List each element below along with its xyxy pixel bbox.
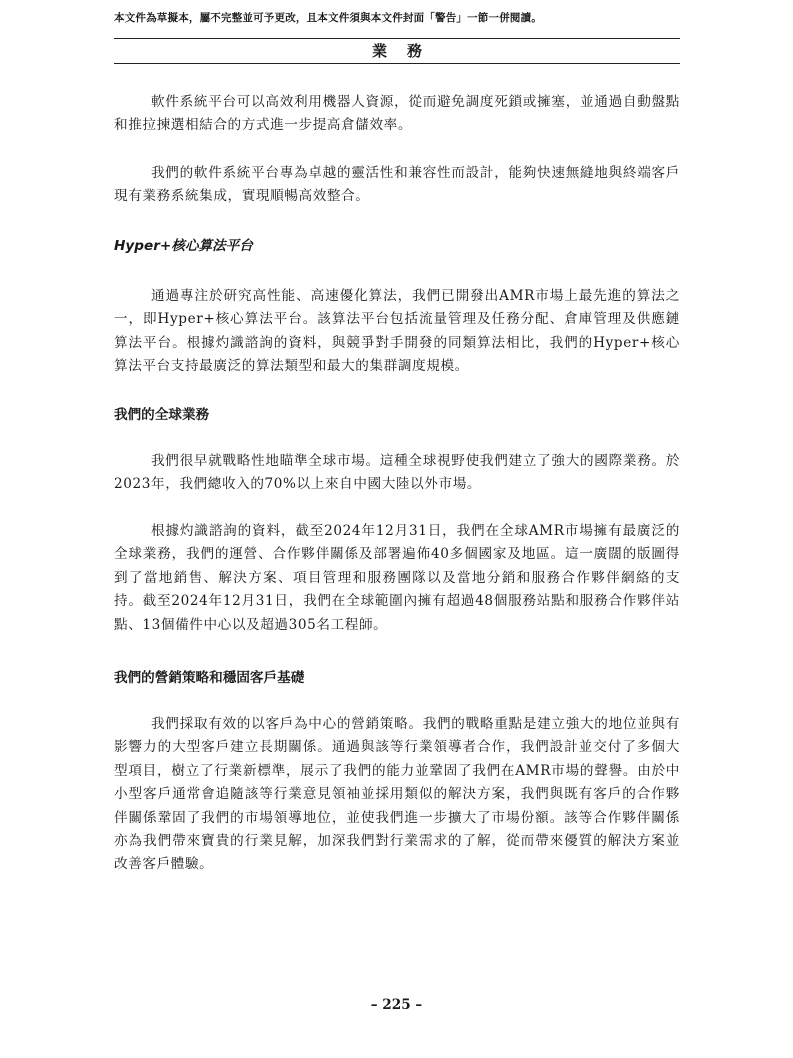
paragraph-global-footprint: 根據灼識諮詢的資料，截至2024年12月31日，我們在全球AMR市場擁有最廣泛的全球業務，我們的運營、合作夥伴關係及部署遍佈40多個國家及地區。這一廣闊的版圖得到了當地銷售、解決方案、項目管理和服務團隊以及當地分銷和服務合作夥伴網絡的支持。截至2024年12月31日，我們在全球範圍內擁有超過48個服務站點和服務合作夥伴站點、13個備件中心以及超過305名工程師。 bbox=[114, 523, 680, 633]
heading-marketing-strategy: 我們的營銷策略和穩固客戶基礎 bbox=[114, 670, 305, 686]
section-title: 業務 bbox=[371, 42, 442, 60]
draft-disclaimer: 本文件為草擬本，屬不完整並可予更改，且本文件須與本文件封面「警告」一節一併閱讀。 bbox=[114, 12, 542, 24]
paragraph-software-efficiency: 軟件系統平台可以高效利用機器人資源，從而避免調度死鎖或擁塞，並通過自動盤點和推拉揀選相結合的方式進一步提高倉儲效率。 bbox=[114, 94, 680, 134]
paragraph-hyper-algorithm: 通過專注於研究高性能、高速優化算法，我們已開發出AMR市場上最先進的算法之一，即Hyper+核心算法平台。該算法平台包括流量管理及任務分配、倉庫管理及供應鏈算法平台。根據灼識諮詢的資料，與競爭對手開發的同類算法相比，我們的Hyper+核心算法平台支持最廣泛的算法類型和最大的集群調度規模。 bbox=[114, 288, 680, 375]
header-rule-bottom bbox=[114, 63, 680, 64]
paragraph-global-vision: 我們很早就戰略性地瞄準全球市場。這種全球視野使我們建立了強大的國際業務。於2023年，我們總收入的70%以上來自中國大陸以外市場。 bbox=[114, 453, 680, 493]
heading-global-business: 我們的全球業務 bbox=[114, 407, 210, 423]
page-number: – 225 – bbox=[370, 997, 423, 1013]
paragraph-software-compatibility: 我們的軟件系統平台專為卓越的靈活性和兼容性而設計，能夠快速無縫地與終端客戶現有業務系統集成，實現順暢高效整合。 bbox=[114, 165, 680, 205]
heading-hyper-algorithm: Hyper+核心算法平台 bbox=[114, 238, 253, 254]
header-rule-top bbox=[114, 38, 680, 39]
paragraph-marketing-strategy: 我們採取有效的以客戶為中心的營銷策略。我們的戰略重點是建立強大的地位並與有影響力的大型客戶建立長期關係。通過與該等行業領導者合作，我們設計並交付了多個大型項目，樹立了行業新標準，展示了我們的能力並鞏固了我們在AMR市場的聲譽。由於中小型客戶通常會追隨該等行業意見領袖並採用類似的解決方案，我們與既有客戶的合作夥伴關係鞏固了我們的市場領導地位，並使我們進一步擴大了市場份額。該等合作夥伴關係亦為我們帶來寶貴的行業見解，加深我們對行業需求的了解，從而帶來優質的解決方案並改善客戶體驗。 bbox=[114, 716, 680, 873]
